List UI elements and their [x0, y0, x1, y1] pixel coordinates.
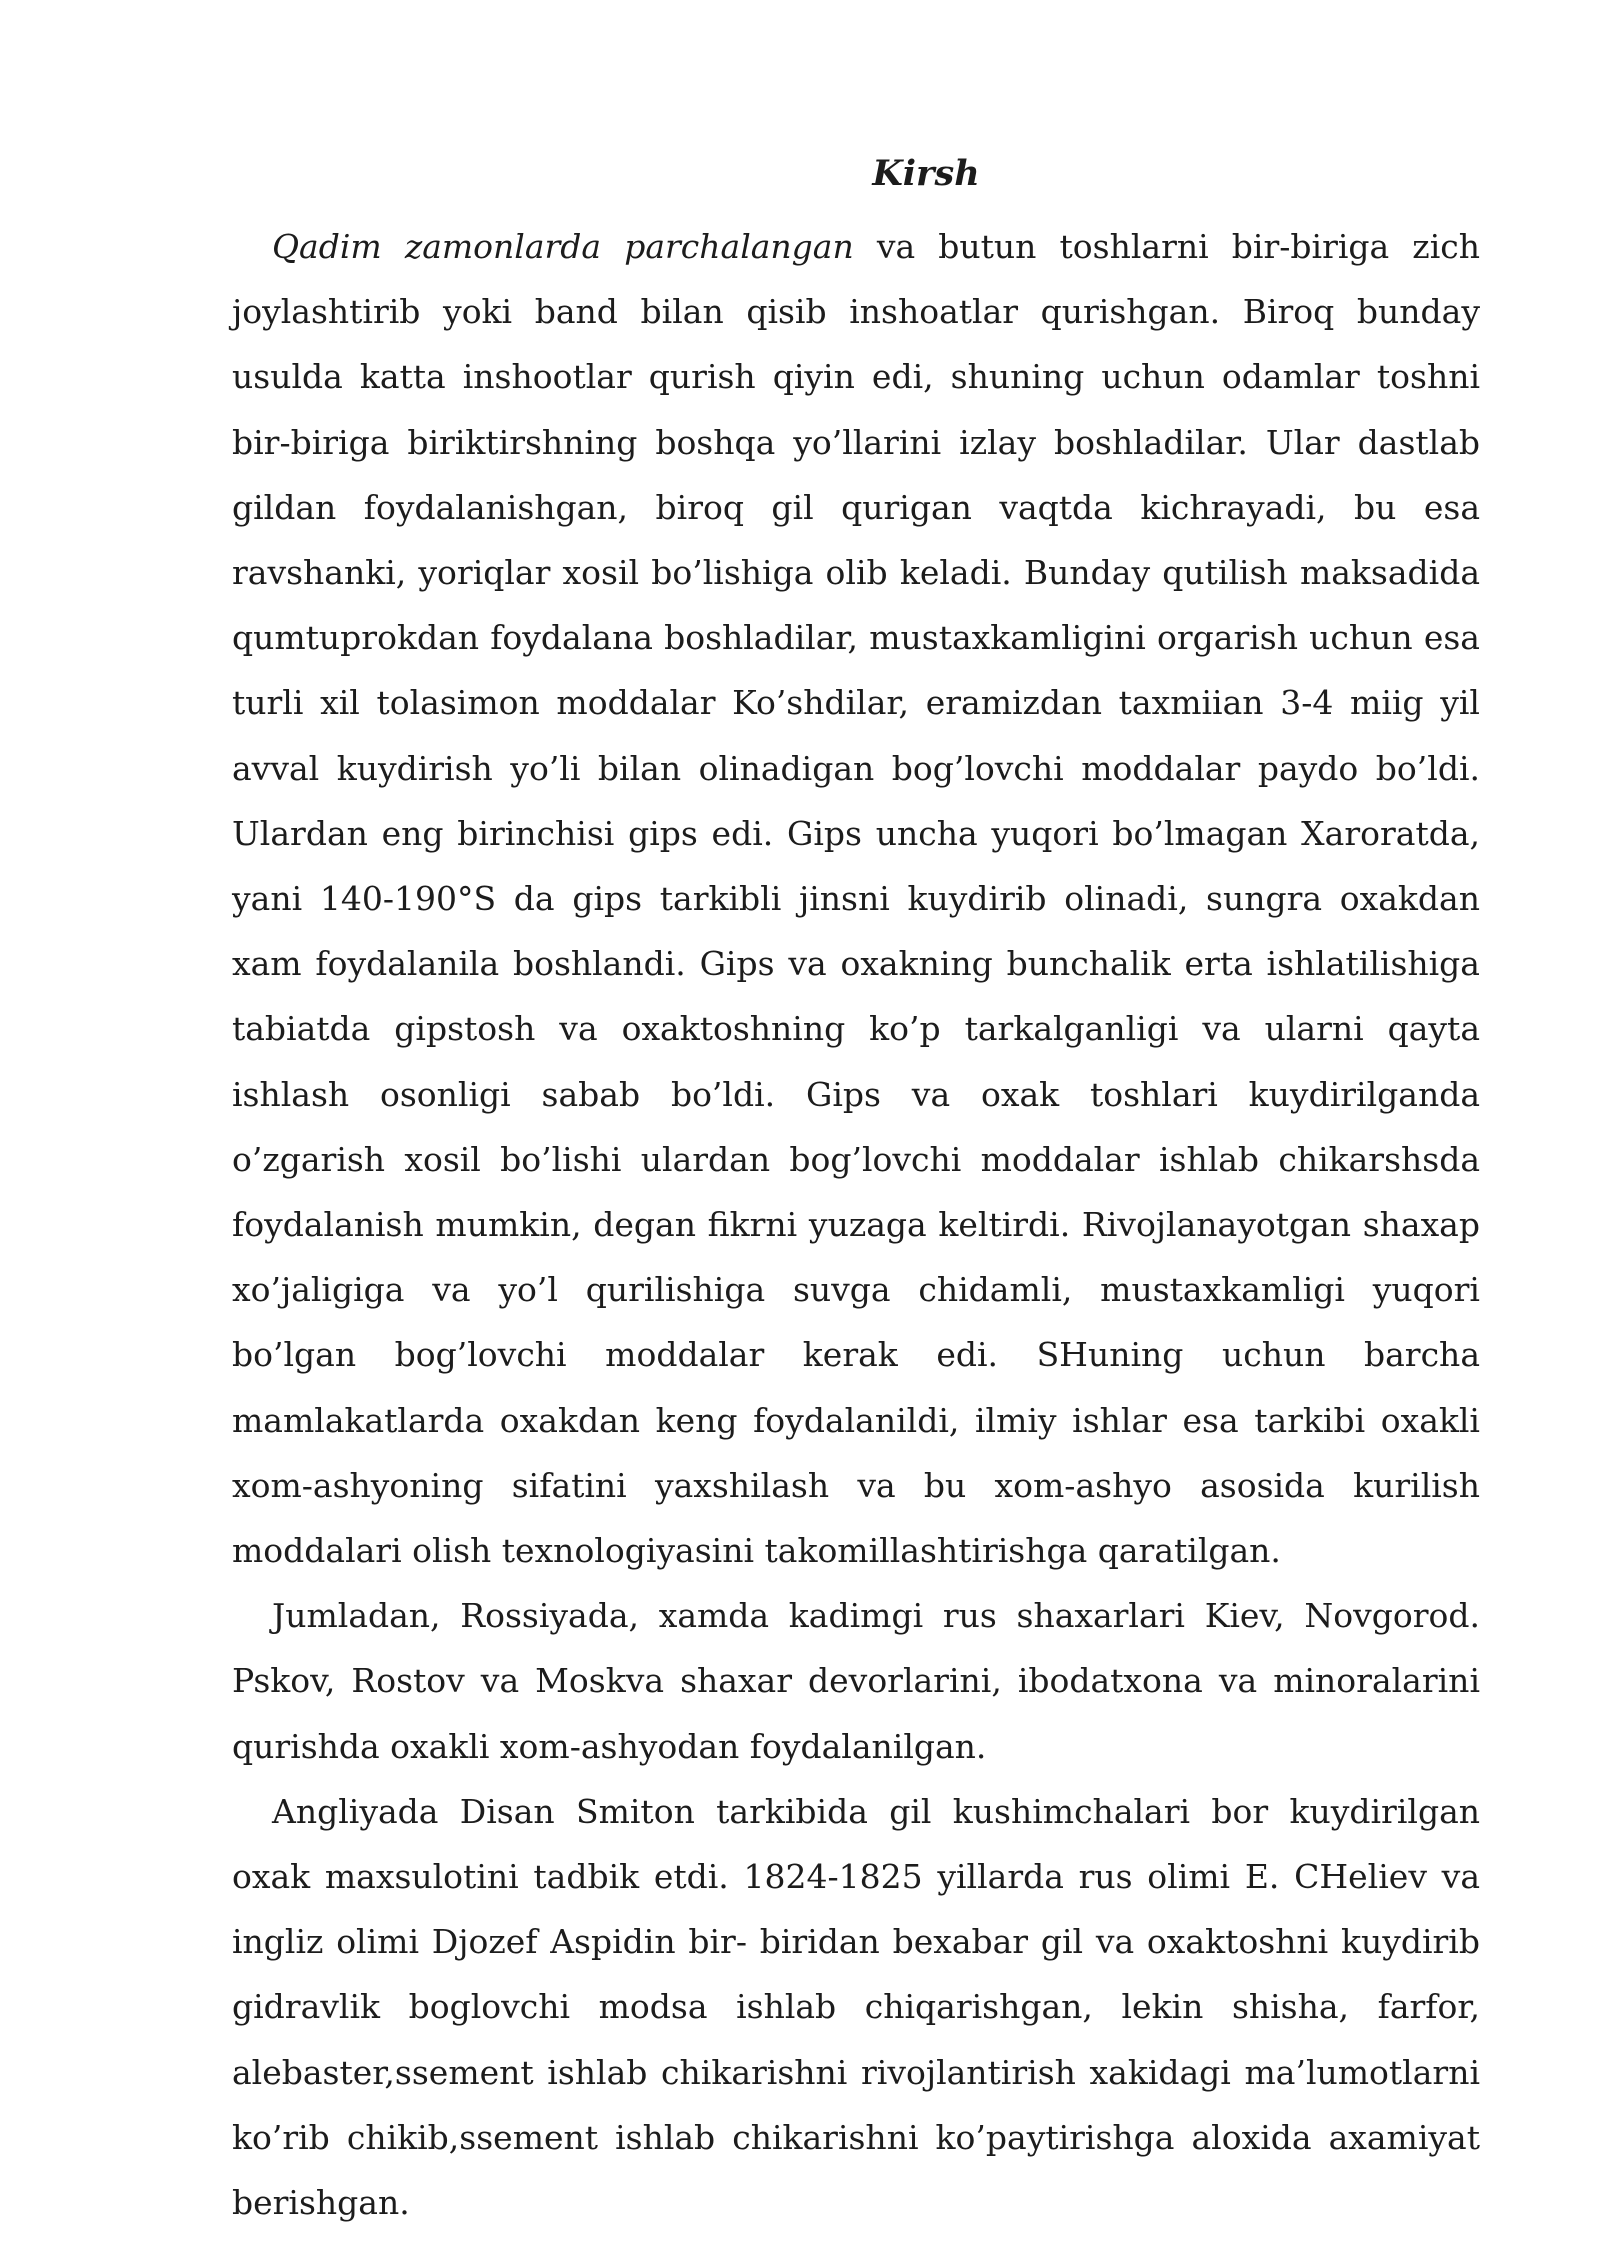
- document-title: Kirsh: [872, 153, 980, 194]
- paragraph-1-italic-lead: Qadim zamonlarda parchalangan: [272, 227, 854, 266]
- paragraph-2: [232, 1583, 1480, 1779]
- paragraph-1: [232, 214, 1480, 1583]
- paragraph-3: [232, 1779, 1480, 2235]
- document-page: [232, 142, 1480, 2235]
- paragraph-2-text: Jumladan, Rossiyada, xamda kadimgi rus shaxarlari Kiev, Novgorod. Pskov, Rostov va Moskva shaxar devorlarini, ibodatxona va minoralarini qurishda oxakli xom-ashyodan foydalanilgan.: [232, 1596, 1480, 1766]
- paragraph-3-text: Angliyada Disan Smiton tarkibida gil kushimchalari bor kuydirilgan oxak maxsulotini tadbik etdi. 1824-1825 yillarda rus olimi E. CHeliev va ingliz olimi Djozef Aspidin bir- biridan bexabar gil va oxaktoshni kuydirib gidravlik boglovchi modsa ishlab chiqarishgan, lekin shisha, farfor, alebaster,ssement ishlab chikarishni rivojlantirish xakidagi ma’lumotlarni ko’rib chikib,ssement ishlab chikarishni ko’paytirishga aloxida axamiyat berishgan.: [232, 1791, 1480, 2223]
- paragraph-1-text: va butun toshlarni bir-biriga zich joylashtirib yoki band bilan qisib inshoatlar qurishgan. Biroq bunday usulda katta inshootlar qurish qiyin edi, shuning uchun odamlar toshni bir-biriga biriktirshning boshqa yo’llarini izlay boshladilar. Ular dastlab gildan foydalanishgan, biroq gil qurigan vaqtda kichrayadi, bu esa ravshanki, yoriqlar xosil bo’lishiga olib keladi. Bunday qutilish maksadida qumtuprokdan foydalana boshladilar, mustaxkamligini orgarish uchun esa turli xil tolasimon moddalar Ko’shdilar, eramizdan taxmiian 3-4 miig yil avval kuydirish yo’li bilan olinadigan bog’lovchi moddalar paydo bo’ldi. Ulardan eng birinchisi gips edi. Gips uncha yuqori bo’lmagan Xaroratda, yani 140-190°S da gips tarkibli jinsni kuydirib olinadi, sungra oxakdan xam foydalanila boshlandi. Gips va oxakning bunchalik erta ishlatilishiga tabiatda gipstosh va oxaktoshning ko’p tarkalganligi va ularni qayta ishlash osonligi sabab bo’ldi. Gips va oxak toshlari kuydirilganda o’zgarish xosil bo’lishi ulardan bog’lovchi moddalar ishlab chikarshsda foydalanish mumkin, degan fikrni yuzaga keltirdi. Rivojlanayotgan shaxap xo’jaligiga va yo’l qurilishiga suvga chidamli, mustaxkamligi yuqori bo’lgan bog’lovchi moddalar kerak edi. SHuning uchun barcha mamlakatlarda oxakdan keng foydalanildi, ilmiy ishlar esa tarkibi oxakli xom-ashyoning sifatini yaxshilash va bu xom-ashyo asosida kurilish moddalari olish texnologiyasini takomillashtirishga qaratilgan.: [232, 227, 1480, 1571]
